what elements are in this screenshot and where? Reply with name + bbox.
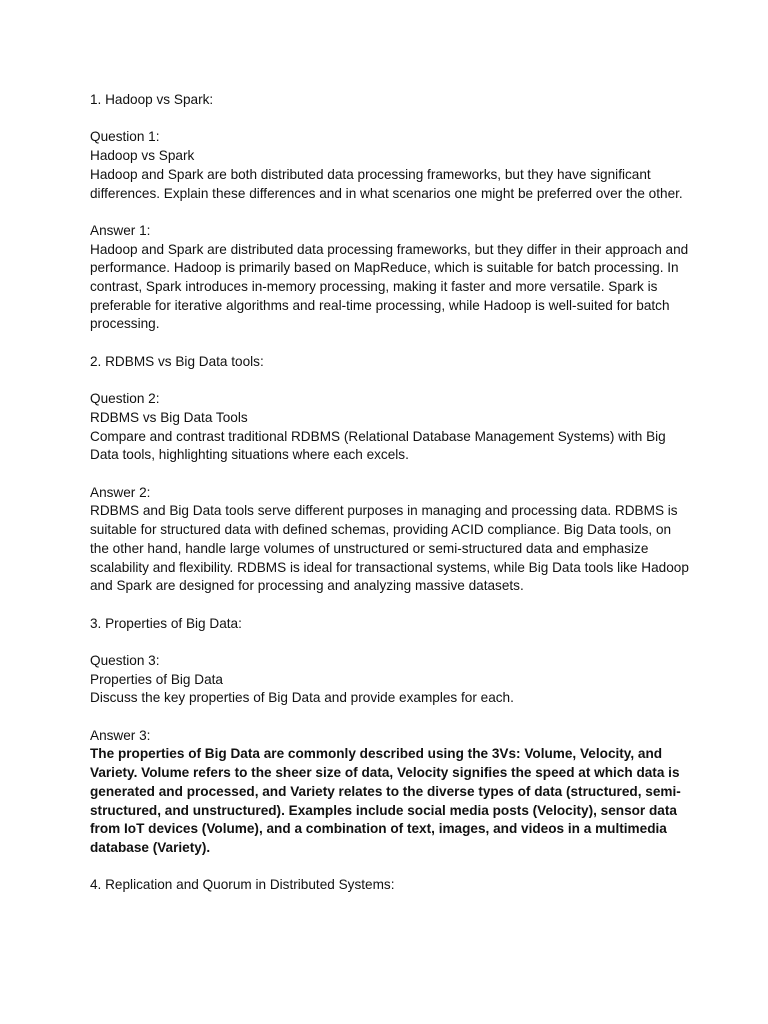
section-heading: 3. Properties of Big Data: xyxy=(90,615,242,631)
section-heading: 2. RDBMS vs Big Data tools: xyxy=(90,353,264,369)
document-page xyxy=(90,91,690,895)
question-label: Question 1: xyxy=(90,129,160,145)
answer-label: Answer 3: xyxy=(90,727,151,743)
answer-text: Hadoop and Spark are distributed data processing frameworks, but they differ in their approach and performance. Hadoop is primarily based on MapReduce, which is suitable for batch processing. In contrast, Spark introduces in-memory processing, making it faster and more versatile. Spark is preferable for iterative algorithms and real-time processing, while Hadoop is well-suited for batch processing. xyxy=(90,241,689,332)
question-title: RDBMS vs Big Data Tools xyxy=(90,409,248,425)
answer-label: Answer 1: xyxy=(90,222,151,238)
answer-label: Answer 2: xyxy=(90,484,151,500)
question-title: Hadoop vs Spark xyxy=(90,148,195,164)
question-label: Question 2: xyxy=(90,391,160,407)
answer-text: The properties of Big Data are commonly described using the 3Vs: Volume, Velocity, and Variety. Volume refers to the sheer size of data, Velocity signifies the speed at which data is generated and processed, and Variety relates to the diverse types of data (structured, semi-structured, and unstructured). Examples include social media posts (Velocity), sensor data from IoT devices (Volume), and a combination of text, images, and videos in a multimedia database (Variety). xyxy=(90,746,681,855)
section-heading: 1. Hadoop vs Spark: xyxy=(90,92,214,107)
question-title: Properties of Big Data xyxy=(90,671,223,687)
question-text: Discuss the key properties of Big Data and provide examples for each. xyxy=(90,690,514,706)
question-text: Compare and contrast traditional RDBMS (Relational Database Management Systems) with Big Data tools, highlighting situations where each excels. xyxy=(90,428,666,463)
question-label: Question 3: xyxy=(90,652,160,668)
section-heading: 4. Replication and Quorum in Distributed Systems: xyxy=(90,877,395,893)
question-text: Hadoop and Spark are both distributed data processing frameworks, but they have significant differences. Explain these differences and in what scenarios one might be preferred over the other. xyxy=(90,166,683,201)
answer-text: RDBMS and Big Data tools serve different purposes in managing and processing data. RDBMS is suitable for structured data with defined schemas, providing ACID compliance. Big Data tools, on the other hand, handle large volumes of unstructured or semi-structured data and emphasize scalability and flexibility. RDBMS is ideal for transactional systems, while Big Data tools like Hadoop and Spark are designed for processing and analyzing massive datasets. xyxy=(90,503,689,594)
